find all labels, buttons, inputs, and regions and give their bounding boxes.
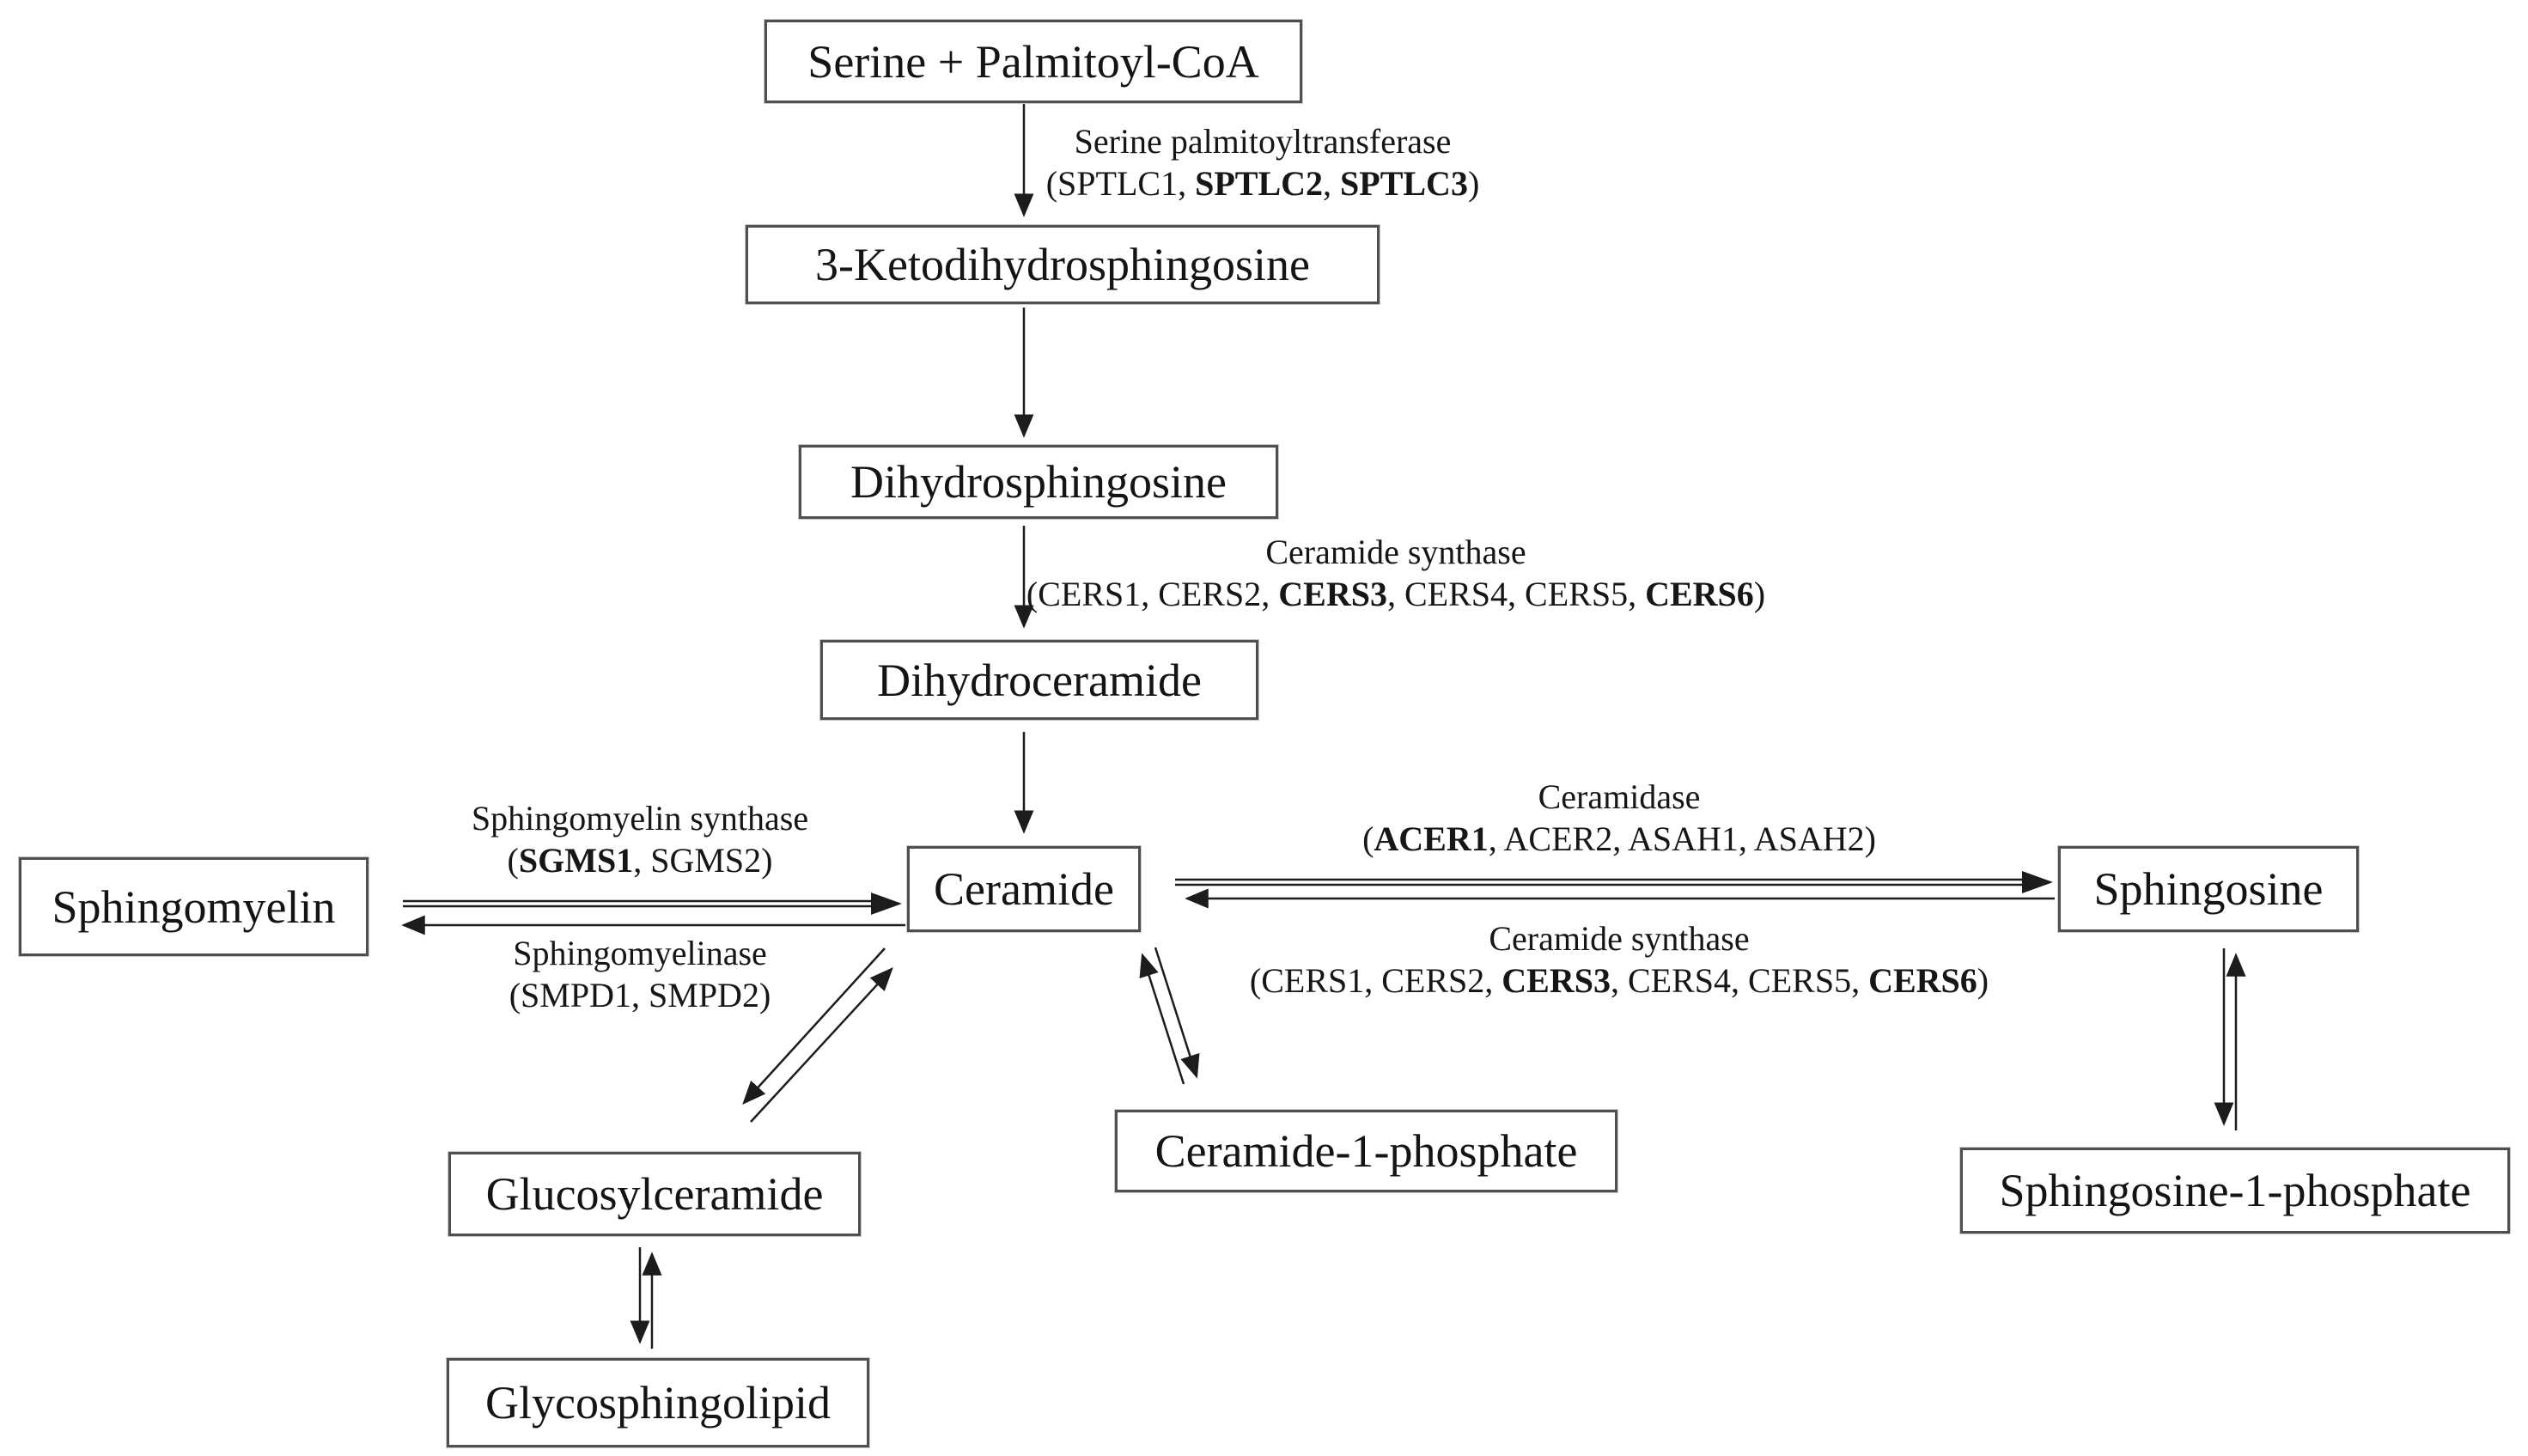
metabolite-box-sphingosine-1-phosphate: Sphingosine-1-phosphate bbox=[1960, 1148, 2510, 1234]
metabolite-box-sphingosine: Sphingosine bbox=[2058, 846, 2359, 932]
enzyme-label-ceramide-synthase-reverse bbox=[1237, 917, 2001, 1002]
enzyme-name: Ceramide synthase bbox=[1489, 919, 1750, 958]
enzyme-genes: (ACER1, ACER2, ASAH1, ASAH2) bbox=[1362, 819, 1876, 858]
enzyme-genes: (CERS1, CERS2, CERS3, CERS4, CERS5, CERS6) bbox=[1249, 961, 1989, 1000]
enzyme-genes: (SPTLC1, SPTLC2, SPTLC3) bbox=[1045, 164, 1480, 203]
metabolite-box-ceramide: Ceramide bbox=[907, 846, 1141, 932]
arrow-ceramide-to-sphingosine bbox=[1175, 871, 2053, 893]
arrow-sphingomyelin-to-ceramide bbox=[403, 892, 902, 915]
metabolite-box-ketodihydrosphingosine: 3-Ketodihydrosphingosine bbox=[746, 225, 1380, 304]
enzyme-name: Serine palmitoyltransferase bbox=[1074, 122, 1452, 161]
enzyme-name: Ceramide synthase bbox=[1265, 533, 1526, 571]
enzyme-name: Sphingomyelin synthase bbox=[471, 799, 809, 838]
enzyme-label-sphingomyelin-synthase bbox=[447, 797, 833, 881]
metabolite-box-ceramide-1-phosphate: Ceramide-1-phosphate bbox=[1115, 1110, 1617, 1192]
enzyme-label-sphingomyelinase bbox=[460, 932, 820, 1016]
enzyme-label-ceramidase bbox=[1349, 776, 1890, 860]
enzyme-label-ceramide-synthase-main bbox=[1018, 531, 1774, 615]
metabolite-box-dihydroceramide: Dihydroceramide bbox=[820, 640, 1258, 720]
enzyme-genes: (SGMS1, SGMS2) bbox=[507, 841, 773, 880]
enzyme-name: Sphingomyelinase bbox=[513, 934, 767, 972]
enzyme-label-serine-palmitoyltransferase bbox=[1022, 120, 1503, 204]
enzyme-genes: (CERS1, CERS2, CERS3, CERS4, CERS5, CERS6) bbox=[1026, 575, 1766, 613]
enzyme-genes: (SMPD1, SMPD2) bbox=[509, 976, 771, 1014]
metabolite-box-serine-palmitoyl-coa: Serine + Palmitoyl-CoA bbox=[764, 20, 1302, 103]
metabolite-box-dihydrosphingosine: Dihydrosphingosine bbox=[799, 445, 1278, 519]
metabolite-box-sphingomyelin: Sphingomyelin bbox=[19, 857, 369, 956]
metabolite-box-glycosphingolipid: Glycosphingolipid bbox=[447, 1358, 869, 1447]
metabolite-box-glucosylceramide: Glucosylceramide bbox=[448, 1152, 861, 1236]
enzyme-name: Ceramidase bbox=[1538, 777, 1701, 816]
